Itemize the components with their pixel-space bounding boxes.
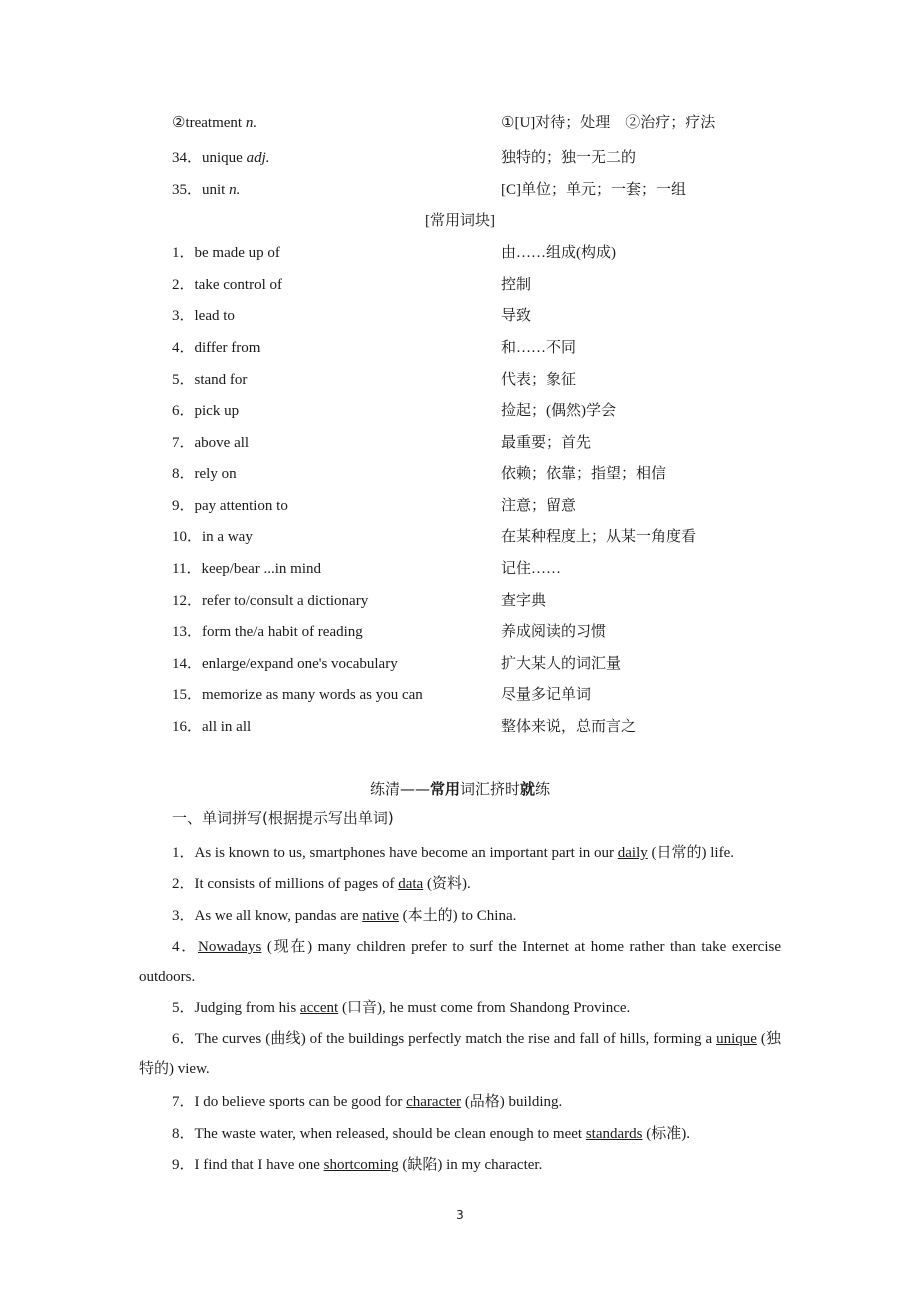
phrase-item bbox=[172, 306, 235, 326]
answer-word: data bbox=[398, 876, 424, 892]
phrase-english: pick up bbox=[194, 403, 240, 419]
phrase-item bbox=[172, 527, 253, 547]
phrase-english: all in all bbox=[202, 719, 252, 735]
phrase-number: 10． bbox=[172, 529, 203, 545]
phrase-item bbox=[172, 559, 321, 579]
phrase-english: take control of bbox=[194, 277, 282, 293]
answer-word: daily bbox=[617, 845, 648, 861]
phrase-item bbox=[172, 591, 368, 611]
answer-word: native bbox=[362, 908, 399, 924]
phrase-number: 6． bbox=[172, 403, 195, 419]
phrase-number: 14． bbox=[172, 656, 203, 672]
vocab-term-text: ②treatment bbox=[172, 115, 246, 131]
answer-word: standards bbox=[585, 1126, 643, 1142]
sentence-text: 4． bbox=[172, 939, 199, 955]
phrase-item bbox=[172, 338, 260, 358]
phrase-chinese: 查字典 bbox=[501, 593, 547, 609]
phrase-chinese: 养成阅读的习惯 bbox=[501, 624, 607, 640]
phrase-item bbox=[172, 496, 288, 516]
heading-dash: —— bbox=[399, 780, 430, 798]
phrase-number: 8． bbox=[172, 466, 195, 482]
phrase-number: 2． bbox=[172, 277, 195, 293]
phrase-chinese: 代表；象征 bbox=[501, 372, 577, 388]
sentence-text: 3．As we all know, pandas are bbox=[172, 908, 363, 924]
sentence-text: 5．Judging from his bbox=[172, 1000, 300, 1016]
heading-part: 常用 bbox=[429, 780, 460, 798]
part-of-speech: n. bbox=[229, 182, 241, 198]
phrase-number: 16． bbox=[172, 719, 203, 735]
sentence-text: 9．I find that I have one bbox=[172, 1157, 324, 1173]
answer-word: shortcoming bbox=[323, 1157, 399, 1173]
answer-word: accent bbox=[299, 1000, 339, 1016]
phrase-item bbox=[172, 243, 280, 263]
phrase-english: in a way bbox=[202, 529, 253, 545]
vocab-term bbox=[172, 148, 270, 168]
phrase-number: 11． bbox=[172, 561, 202, 577]
vocab-term bbox=[172, 113, 257, 133]
phrase-chinese: 由……组成(构成) bbox=[501, 245, 616, 261]
phrase-item bbox=[172, 685, 423, 705]
heading-part: 练 bbox=[535, 780, 551, 798]
phrase-english: pay attention to bbox=[194, 498, 288, 514]
answer-word: character bbox=[406, 1094, 462, 1110]
phrase-item bbox=[172, 433, 249, 453]
part-of-speech: adj. bbox=[246, 150, 270, 166]
phrase-item bbox=[172, 370, 247, 390]
exercise-sentence bbox=[139, 1150, 781, 1180]
answer-word: unique bbox=[716, 1031, 757, 1047]
practice-heading bbox=[0, 779, 920, 799]
phrase-item bbox=[172, 275, 282, 295]
phrase-english: differ from bbox=[194, 340, 261, 356]
phrase-chinese: 整体来说，总而言之 bbox=[501, 719, 637, 735]
answer-word: Nowadays bbox=[198, 939, 262, 955]
exercise-sentence bbox=[139, 901, 781, 931]
exercise-sentence bbox=[139, 869, 781, 899]
phrase-item bbox=[172, 622, 363, 642]
phrase-english: form the/a habit of reading bbox=[202, 624, 363, 640]
exercise-sentence bbox=[139, 1119, 781, 1149]
part-of-speech: n. bbox=[245, 115, 258, 131]
phrase-english: keep/bear ...in mind bbox=[201, 561, 321, 577]
vocab-meaning: ①[U]对待；处理 ②治疗；疗法 bbox=[501, 115, 716, 131]
phrase-number: 7． bbox=[172, 435, 195, 451]
phrase-chinese: 扩大某人的词汇量 bbox=[501, 656, 622, 672]
phrase-english: memorize as many words as you can bbox=[202, 687, 423, 703]
phrase-item bbox=[172, 654, 398, 674]
vocab-term-text: 35．unit bbox=[172, 182, 230, 198]
page-number: 3 bbox=[456, 1208, 464, 1222]
vocab-meaning: 独特的；独一无二的 bbox=[501, 150, 637, 166]
phrase-item bbox=[172, 717, 251, 737]
phrase-chinese: 依赖；依靠；指望；相信 bbox=[501, 466, 667, 482]
phrase-number: 4． bbox=[172, 340, 195, 356]
phrase-chinese: 控制 bbox=[501, 277, 532, 293]
phrase-item bbox=[172, 464, 237, 484]
sentence-text: (缺陷) in my character. bbox=[398, 1157, 543, 1173]
phrase-chinese: 注意；留意 bbox=[501, 498, 577, 514]
phrase-item bbox=[172, 401, 239, 421]
phrase-chinese: 尽量多记单词 bbox=[501, 687, 592, 703]
phrase-number: 9． bbox=[172, 498, 195, 514]
sentence-text: 8．The waste water, when released, should be clean enough to meet bbox=[172, 1126, 586, 1142]
sentence-text: (标准). bbox=[642, 1126, 690, 1142]
phrase-number: 15． bbox=[172, 687, 203, 703]
vocab-term-text: 34．unique bbox=[172, 150, 247, 166]
phrase-chinese: 最重要；首先 bbox=[501, 435, 592, 451]
sentence-text: (日常的) life. bbox=[647, 845, 734, 861]
heading-part: 词汇挤时 bbox=[459, 780, 520, 798]
exercise-sentence bbox=[139, 1024, 781, 1084]
phrase-english: above all bbox=[194, 435, 250, 451]
exercise-sentence bbox=[139, 993, 781, 1023]
heading-part: 就 bbox=[520, 780, 536, 798]
phrase-english: enlarge/expand one's vocabulary bbox=[202, 656, 398, 672]
sentence-text: 1．As is known to us, smartphones have become an important part in our bbox=[172, 845, 618, 861]
heading-part: 练清 bbox=[369, 780, 400, 798]
exercise-sentence bbox=[139, 838, 781, 868]
phrase-english: stand for bbox=[194, 372, 248, 388]
phrase-number: 3． bbox=[172, 308, 195, 324]
sentence-text: (口音), he must come from Shandong Province. bbox=[338, 1000, 631, 1016]
phrase-chinese: 捡起；(偶然)学会 bbox=[501, 403, 616, 419]
phrase-number: 5． bbox=[172, 372, 195, 388]
phrase-english: lead to bbox=[194, 308, 235, 324]
section-heading: 一、单词拼写(根据提示写出单词) bbox=[172, 809, 394, 827]
sentence-text: (资料). bbox=[423, 876, 471, 892]
sentence-text: 7．I do believe sports can be good for bbox=[172, 1094, 407, 1110]
phrases-heading: [常用词块] bbox=[425, 213, 495, 229]
phrase-number: 12． bbox=[172, 593, 203, 609]
sentence-text: 2．It consists of millions of pages of bbox=[172, 876, 399, 892]
sentence-text: (独特的) view. bbox=[139, 1031, 781, 1077]
phrase-chinese: 导致 bbox=[501, 308, 532, 324]
phrase-number: 1． bbox=[172, 245, 195, 261]
phrase-chinese: 在某种程度上；从某一角度看 bbox=[501, 529, 697, 545]
phrase-number: 13． bbox=[172, 624, 203, 640]
sentence-text: (现在) many children prefer to surf the Internet at home rather than take exercise outdoors. bbox=[139, 939, 781, 985]
vocab-meaning: [C]单位；单元；一套；一组 bbox=[501, 182, 686, 198]
phrase-chinese: 和……不同 bbox=[501, 340, 577, 356]
phrase-english: rely on bbox=[194, 466, 237, 482]
sentence-text: 6．The curves (曲线) of the buildings perfectly match the rise and fall of hills, forming a bbox=[172, 1031, 717, 1047]
phrase-chinese: 记住…… bbox=[501, 561, 562, 577]
sentence-text: (品格) building. bbox=[461, 1094, 563, 1110]
vocab-term bbox=[172, 180, 240, 200]
exercise-sentence bbox=[139, 1087, 781, 1117]
sentence-text: (本土的) to China. bbox=[398, 908, 517, 924]
exercise-sentence bbox=[139, 932, 781, 992]
phrase-english: refer to/consult a dictionary bbox=[202, 593, 369, 609]
phrase-english: be made up of bbox=[194, 245, 280, 261]
